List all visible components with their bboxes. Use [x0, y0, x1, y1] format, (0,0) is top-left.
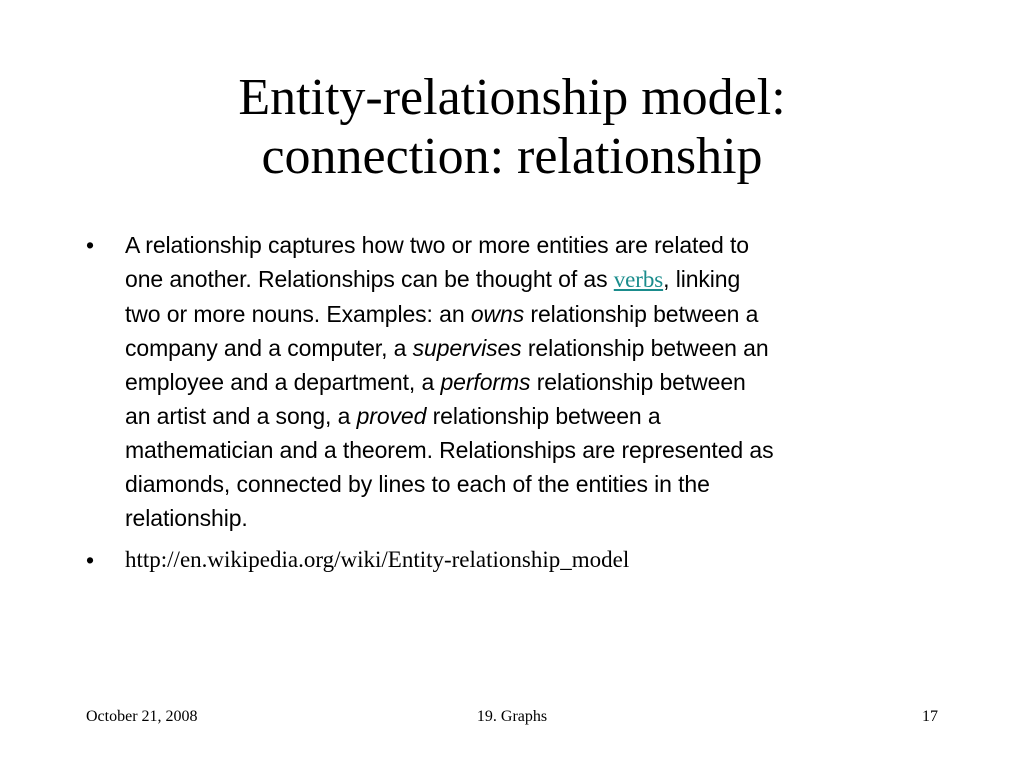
- bullet-text-line: [125, 331, 943, 365]
- bullet-marker: •: [86, 547, 95, 573]
- text-fragment: two or more nouns. Examples: an: [125, 301, 471, 327]
- bullet-item-relationship-definition: [0, 228, 943, 535]
- slide-title-line-2: connection: relationship: [261, 128, 763, 185]
- text-fragment: relationship between a: [524, 301, 759, 327]
- bullet-text-line: [125, 365, 943, 399]
- text-fragment: an artist and a song, a: [125, 403, 357, 429]
- bullet-text-line: diamonds, connected by lines to each of the entities in the: [125, 471, 710, 497]
- bullet-text-line: [125, 399, 943, 433]
- bullet-text-line: relationship.: [125, 505, 248, 531]
- text-fragment: relationship between an: [521, 335, 769, 361]
- text-fragment: company and a computer, a: [125, 335, 413, 361]
- footer-date: October 21, 2008: [86, 708, 198, 725]
- bullet-text-line: [125, 297, 943, 331]
- footer-page-number: 17: [922, 708, 938, 725]
- text-fragment: relationship between a: [426, 403, 661, 429]
- text-fragment: , linking: [663, 266, 741, 292]
- verbs-link[interactable]: verbs: [613, 267, 664, 292]
- wikipedia-url-text: http://en.wikipedia.org/wiki/Entity-relationship_model: [125, 547, 630, 572]
- text-fragment: relationship between: [530, 369, 746, 395]
- slide-title: [100, 68, 924, 186]
- bullet-marker: •: [86, 232, 94, 258]
- bullet-list: [0, 228, 1024, 577]
- bullet-text-line: [125, 262, 943, 297]
- slide-title-line-1: Entity-relationship model:: [238, 69, 786, 126]
- emphasis-owns: owns: [470, 301, 525, 327]
- emphasis-supervises: supervises: [412, 335, 522, 361]
- bullet-text-line: A relationship captures how two or more entities are related to: [125, 232, 749, 258]
- bullet-item-wikipedia-url: [0, 543, 943, 577]
- text-fragment: employee and a department, a: [125, 369, 441, 395]
- footer-section-title: 19. Graphs: [476, 708, 548, 725]
- text-fragment: one another. Relationships can be thought of as: [125, 266, 614, 292]
- bullet-text-line: mathematician and a theorem. Relationships are represented as: [125, 437, 774, 463]
- emphasis-proved: proved: [356, 403, 427, 429]
- emphasis-performs: performs: [440, 369, 531, 395]
